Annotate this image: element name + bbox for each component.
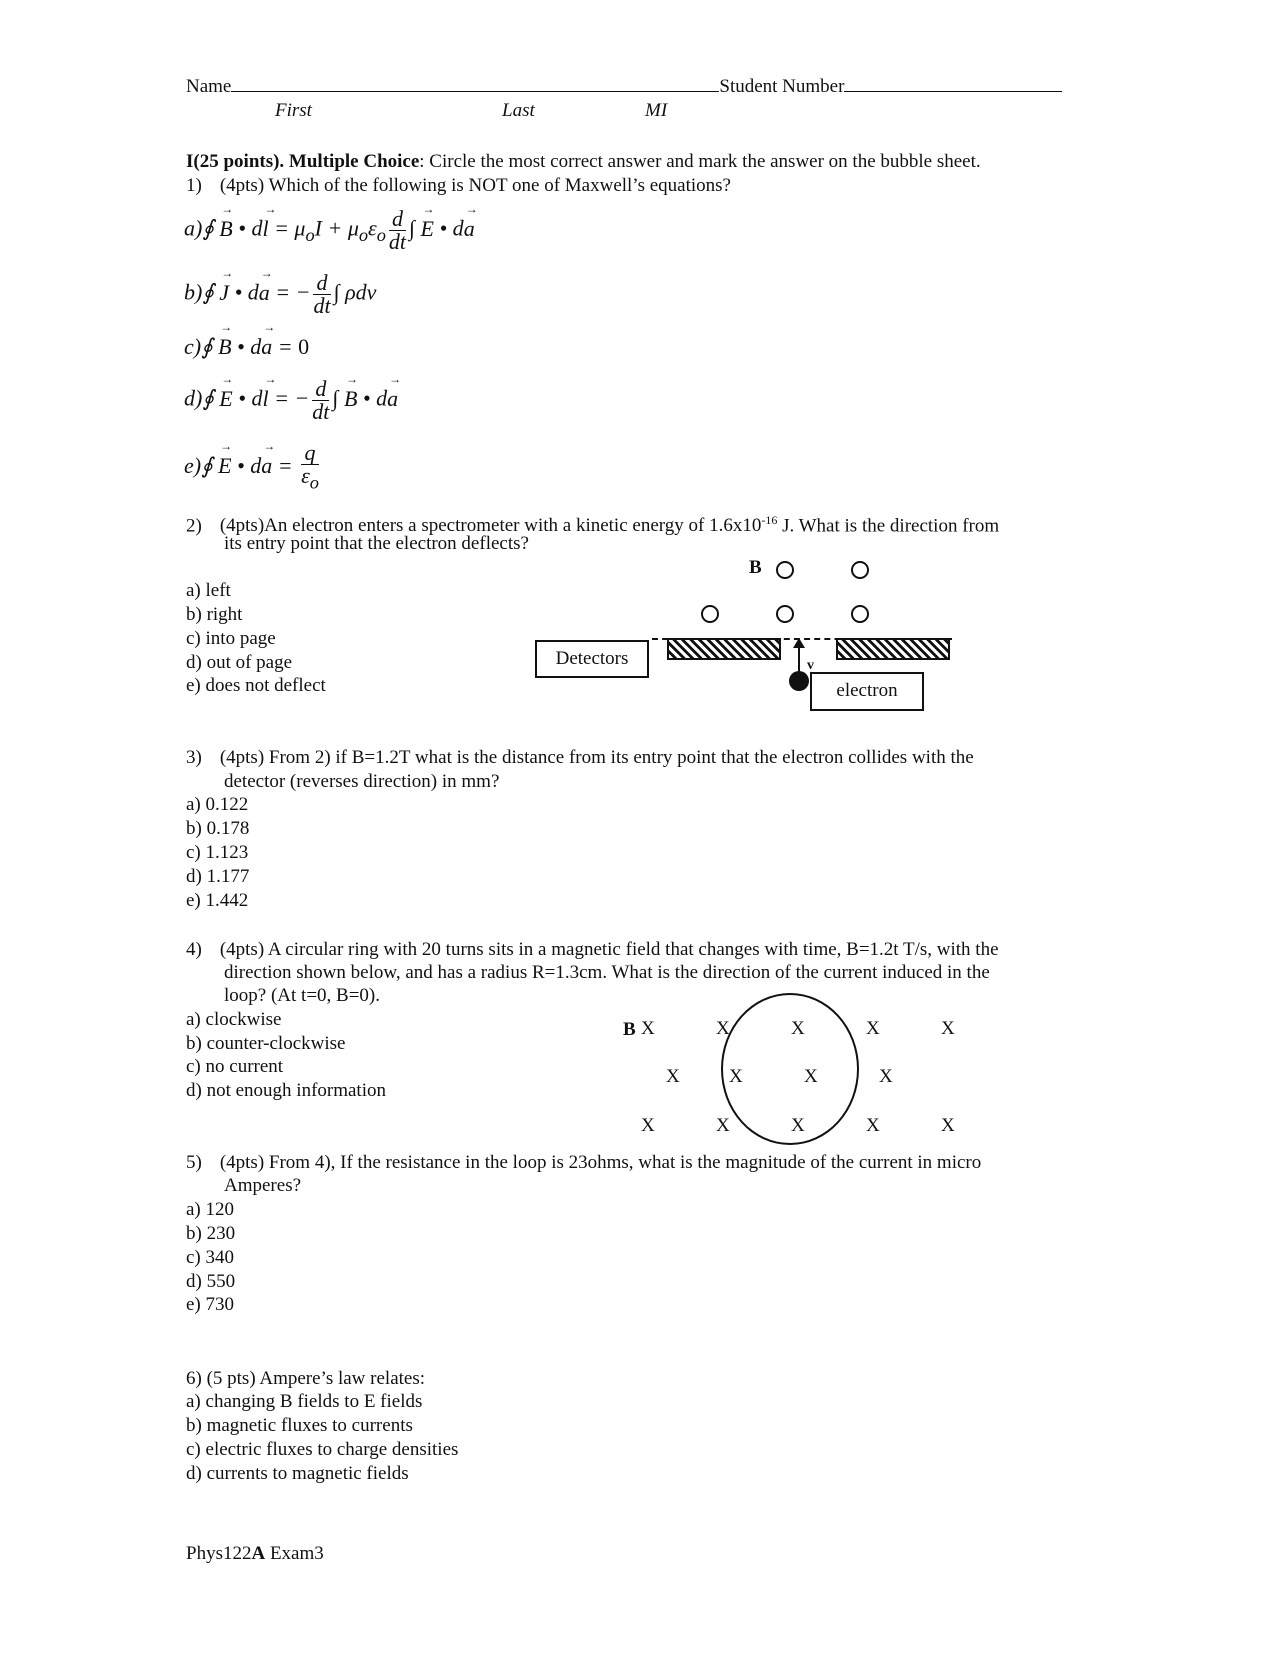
field-in-icon: X [666, 1066, 680, 1087]
option-d[interactable]: d) currents to magnetic fields [186, 1463, 409, 1484]
b-field-label: B [623, 1019, 636, 1040]
field-in-icon: X [716, 1018, 730, 1039]
q-text: (4pts) Which of the following is NOT one of Maxwell’s equations? [219, 175, 731, 196]
option-a[interactable]: a) clockwise [186, 1009, 282, 1030]
option-c[interactable]: c) into page [186, 628, 276, 649]
text: 2) [186, 515, 202, 537]
option-b[interactable]: b) right [186, 604, 243, 625]
text: b) [184, 279, 203, 305]
equation-c: c)∮ → B • d→ a = 0 [184, 334, 309, 360]
field-out-icon [851, 561, 869, 579]
question-5-cont: Amperes? [224, 1175, 302, 1196]
field-in-icon: X [866, 1115, 880, 1136]
option-c[interactable]: c) 340 [186, 1247, 235, 1268]
text: 4) [186, 939, 202, 960]
option-d[interactable]: d) 1.177 [186, 866, 250, 887]
option-e[interactable]: e) does not deflect [186, 675, 326, 696]
electron-box: electron [810, 672, 924, 711]
text: (4pts) From 2) if B=1.2T what is the distance from its entry point that the electron collides with the [219, 747, 974, 768]
option-a[interactable]: a) changing B fields to E fields [186, 1391, 423, 1412]
field-out-icon [851, 605, 869, 623]
text: Phys122 [186, 1543, 252, 1564]
text: a) [184, 215, 203, 241]
text: J. What is the direction from [777, 515, 1000, 537]
option-a[interactable]: a) 120 [186, 1199, 235, 1220]
question-3 [186, 746, 974, 770]
option-d[interactable]: d) 550 [186, 1271, 236, 1292]
velocity-label: v [807, 658, 814, 673]
text: -16 [761, 513, 778, 527]
option-e[interactable]: e) 1.442 [186, 890, 249, 911]
field-out-icon [776, 561, 794, 579]
option-c[interactable]: c) 1.123 [186, 842, 249, 863]
question-1 [186, 174, 731, 198]
text: Exam3 [265, 1543, 324, 1564]
equation-d: d)∮ → E • d→ l = − $\frac{d}{dt}$ ∫ → B • d→ a [184, 378, 398, 423]
text: c) [184, 334, 202, 359]
equation-b: b)∮ → J • d→ a = − $\frac{d}{dt}$ ∫ ρdv [184, 272, 376, 317]
q-num: 1) [186, 175, 202, 196]
text: A [251, 1543, 266, 1564]
equation-a: a)∮ → B • $d\to l = \mu_oI + \mu_o\varepsilon_o$ $\frac{d}{dt}$ ∫ → E • d→ a [184, 208, 475, 253]
arrow-head-icon [793, 638, 805, 648]
text: (4pts) From 4), If the resistance in the loop is 23ohms, what is the magnitude of the current in micro [219, 1152, 982, 1173]
field-in-icon: X [941, 1018, 955, 1039]
text: d) [184, 385, 203, 411]
section-instruction: : Circle the most correct answer and mark the answer on the bubble sheet. [419, 151, 981, 172]
field-out-icon [776, 605, 794, 623]
option-b[interactable]: b) 0.178 [186, 818, 250, 839]
text: 5) [186, 1152, 202, 1173]
field-in-icon: X [641, 1018, 655, 1039]
detectors-box: Detectors [535, 640, 649, 678]
field-in-icon: X [641, 1115, 655, 1136]
b-field-label: B [749, 557, 762, 578]
section-title: I(25 points). Multiple Choice [186, 151, 420, 172]
option-c[interactable]: c) electric fluxes to charge densities [186, 1439, 459, 1460]
electron-dot-icon [789, 671, 809, 691]
field-in-icon: X [804, 1066, 818, 1087]
option-c[interactable]: c) no current [186, 1056, 284, 1077]
student-number-label: Student Number [719, 76, 845, 97]
first-label: First [275, 100, 312, 121]
section-heading [186, 150, 981, 174]
field-in-icon: X [941, 1115, 955, 1136]
text: (4pts)An electron enters a spectrometer with a kinetic energy of 1.6x10 [219, 515, 762, 537]
question-3-cont: detector (reverses direction) in mm? [224, 771, 500, 792]
field-in-icon: X [729, 1066, 743, 1087]
question-4-cont: direction shown below, and has a radius R=1.3cm. What is the direction of the current induced in the [224, 962, 990, 983]
question-6: 6) (5 pts) Ampere’s law relates: [186, 1368, 426, 1389]
question-5 [186, 1151, 981, 1175]
question-4-cont: loop? (At t=0, B=0). [224, 985, 380, 1006]
text: (4pts) A circular ring with 20 turns sits in a magnetic field that changes with time, B=1.2t T/s, with the [219, 939, 999, 960]
equation-e: e)∮ → E • d→ a = $\frac{q}{\varepsilon_o}$ [184, 442, 322, 493]
option-b[interactable]: b) 230 [186, 1223, 236, 1244]
option-b[interactable]: b) magnetic fluxes to currents [186, 1415, 413, 1436]
field-in-icon: X [879, 1066, 893, 1087]
question-2-cont: its entry point that the electron deflects? [224, 533, 529, 554]
mi-label: MI [645, 100, 668, 121]
footer [186, 1542, 324, 1566]
field-in-icon: X [716, 1115, 730, 1136]
option-d[interactable]: d) out of page [186, 652, 293, 673]
name-field[interactable] [186, 75, 1062, 99]
name-label: Name [186, 76, 232, 97]
field-in-icon: X [791, 1018, 805, 1039]
field-out-icon [701, 605, 719, 623]
question-4 [186, 938, 999, 962]
option-a[interactable]: a) left [186, 580, 231, 601]
option-a[interactable]: a) 0.122 [186, 794, 249, 815]
last-label: Last [502, 100, 535, 121]
text: e) [184, 452, 202, 478]
detector-plate [667, 638, 781, 660]
field-in-icon: X [791, 1115, 805, 1136]
option-e[interactable]: e) 730 [186, 1294, 235, 1315]
option-b[interactable]: b) counter-clockwise [186, 1033, 346, 1054]
detector-plate [836, 638, 950, 660]
option-d[interactable]: d) not enough information [186, 1080, 386, 1101]
field-in-icon: X [866, 1018, 880, 1039]
text: 3) [186, 747, 202, 768]
